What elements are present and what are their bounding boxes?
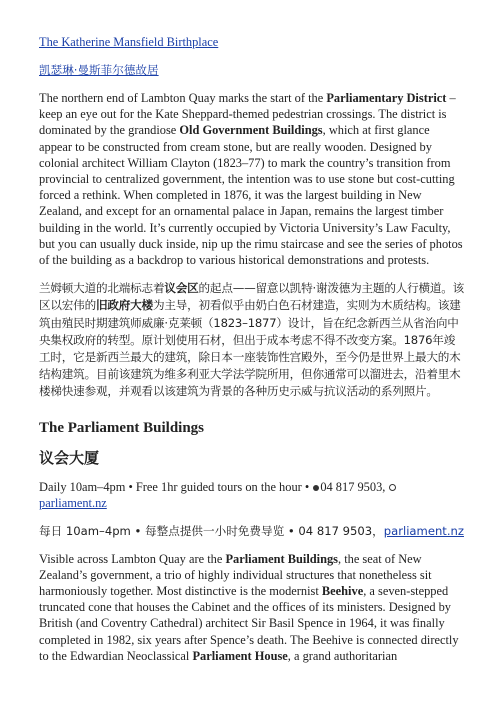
bold-term: Parliamentary District (326, 91, 447, 105)
bold-term: Parliament Buildings (225, 551, 338, 566)
parliament-link-en[interactable]: parliament.nz (39, 495, 107, 510)
phone-icon (313, 485, 319, 491)
page-content (39, 34, 465, 676)
section-heading-en: The Parliament Buildings (39, 419, 205, 436)
info-line-en (39, 479, 465, 511)
birthplace-link-zh[interactable]: 凯瑟琳·曼斯菲尔德故居 (39, 63, 159, 77)
text-run: 的起点——留意以凯特·谢泼德为主题的人行横道。该区以宏伟的 (39, 281, 465, 313)
phone-number: 04 817 9503, (320, 479, 389, 494)
text-run: 兰姆顿大道的北端标志着 (39, 281, 165, 296)
bold-term: 议会区 (164, 281, 199, 296)
bold-term: 旧政府大楼 (95, 298, 153, 313)
bold-term: Parliament House (192, 648, 288, 663)
paragraph-parliament-buildings-en (39, 551, 465, 664)
info-line-zh (39, 523, 465, 539)
paragraph-parliamentary-district-zh (39, 280, 465, 400)
bold-term: Old Government Buildings (179, 123, 323, 138)
text-run: , the seat of New Zealand’s government, a trio of highly individual structures that nonetheless sit harmoniously together. Most distinctive is the modernist (39, 551, 432, 599)
text-run: The northern end of Lambton Quay marks the start of the (39, 91, 327, 105)
paragraph-parliamentary-district-en (39, 90, 465, 268)
birthplace-link-line-zh (39, 62, 465, 78)
bold-term: Beehive (321, 584, 364, 599)
parliament-link-zh[interactable]: parliament.nz (383, 523, 464, 538)
birthplace-link-en[interactable]: The Katherine Mansfield Birthplace (39, 35, 219, 49)
birthplace-link-line-en (39, 34, 465, 50)
text-run: 为主导，初看似乎由奶白色石材建造，实则为木质结构。该建筑由殖民时期建筑师威廉·克莱顿（1823–1877）设计，旨在纪念新西兰从省治向中央集权政府的转型。原计划使用石材，但出于成本考虑不得不改变方案。1876年竣工时，它是新西兰最大的建筑，除日本一座装饰性宫殿外，至今仍是世界上最大的木结构建筑。目前该建筑为维多利亚大学法学院所用，但你通常可以溜进去，沿着里木楼梯快速参观，并观看以该建筑为背景的各种历史示威与抗议活动的系列照片。 (39, 298, 461, 399)
web-icon (389, 484, 396, 491)
text-run: – keep an eye out for the Kate Sheppard-themed pedestrian crossings. The district is dominated by the grandiose (39, 91, 456, 138)
section-heading-zh: 议会大厦 (39, 448, 100, 467)
text-run: Visible across Lambton Quay are the (39, 551, 226, 566)
text-run: , a seven-stepped truncated cone that houses the Cabinet and the offices of its ministers. Designed by British (and Coventry Cathedral) architect Sir Basil Spence in 1964, it was finally completed in 1982, six years after Spence’s death. The Beehive is connected directly to the Edwardian Neoclassical (39, 584, 459, 663)
info-text: 每日 10am–4pm • 每整点提供一小时免费导览 • 04 817 9503， (39, 523, 384, 538)
text-run: , a grand authoritarian (287, 648, 398, 663)
text-run: , which at first glance appear to be constructed from cream stone, but are really wooden. Designed by colonial architect William Clayton (1823–77) to mark the country’s transition from provincial to centralized government, the intention was to use stone but cost-cutting forced a rethink. When completed in 1876, it was the largest building in New Zealand, and except for an ornamental palace in Japan, remains the largest timber building in the world. It’s currently occupied by Victoria University’s Law Faculty, but you can usually duck inside, nip up the rimu staircase and see the series of photos of the building as a backdrop to various historical demonstrations and protests. (39, 123, 463, 268)
info-text: Daily 10am–4pm • Free 1hr guided tours on the hour • (39, 479, 313, 494)
